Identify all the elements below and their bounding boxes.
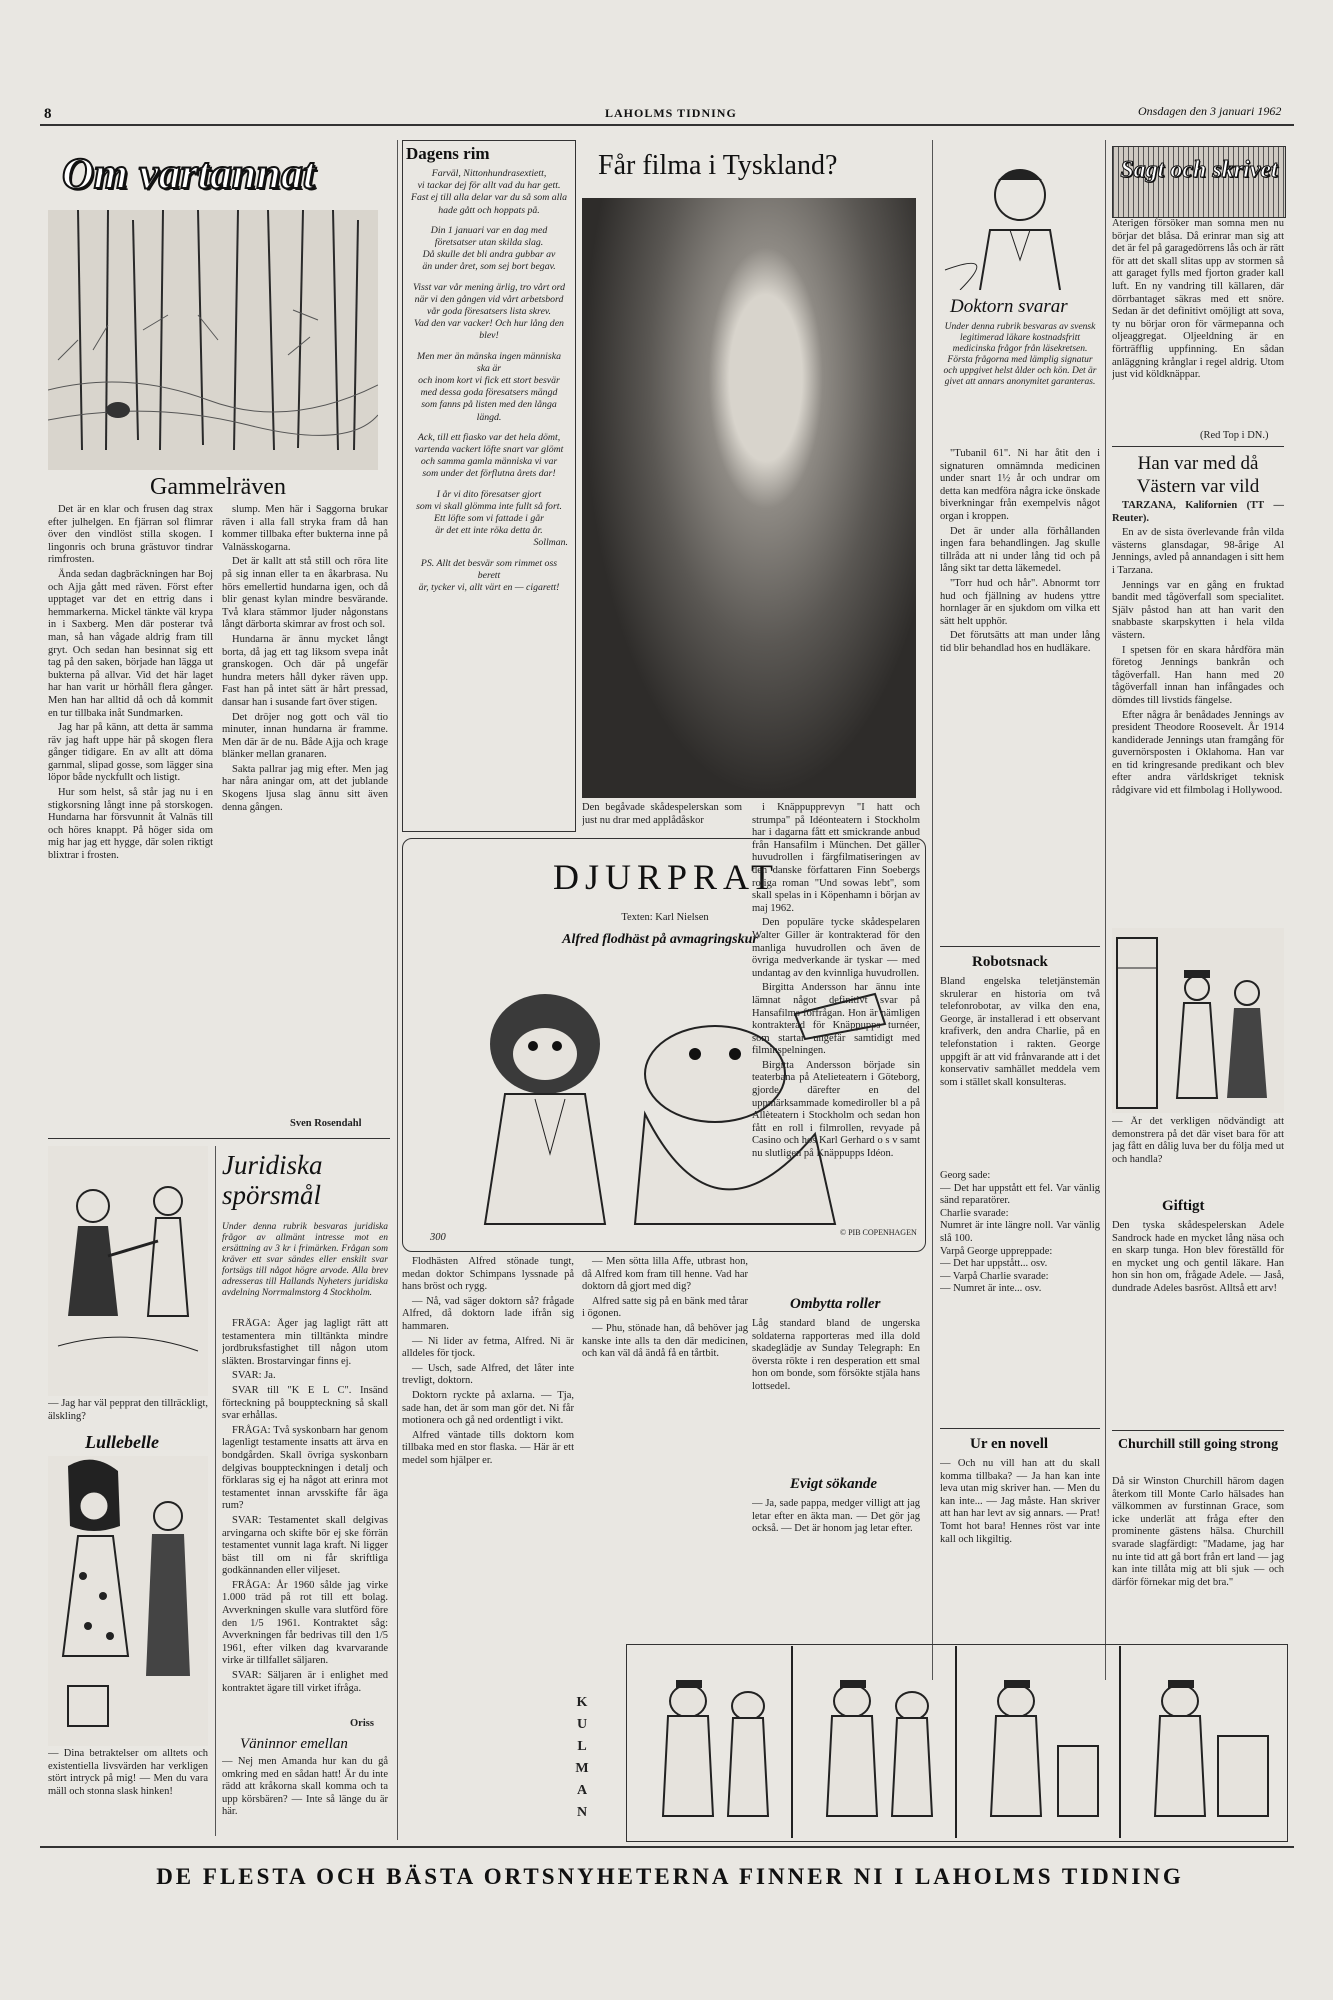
cartoon-couple-caption: — Är det verkligen nödvändigt att demonstrera på det där viset bara för att jag fått en dålig luva ber du följa med ut och handla?: [1112, 1116, 1284, 1165]
poem-line: I år vi dito föresatser gjort: [436, 488, 542, 500]
paragraph: Efter några år benådades Jennings av president Theodore Roosevelt. År 1914 kandiderade Jennings utan framgång för guvernörsposten i Oklahoma. Han var en tid kringresande predikant och blev efter andra världskriget teknisk rådgivare vid ett filmbolag i Hollywood.: [1112, 709, 1284, 797]
paragraph: Det är kallt att stå still och röra lite på sig innan eller ta en åkarbrasa. Nu hörs emellertid hundarna igen, och då blir genast kylan mindre besvärande. Två klara stämmor ljuder någonstans långt därborta skimrar av frost och sol.: [222, 556, 388, 631]
dagens-rim-poem: [410, 168, 568, 823]
poem-line: är det ett inte röka detta år.: [435, 525, 543, 537]
cartoon-couple: [1112, 928, 1284, 1113]
dialogue-line: — Varpå Charlie svarade:: [940, 1270, 1049, 1282]
paragraph: Jennings var en gång en fruktad bandit med tågöverfall som specialitet. Själv påstod han att han varit den snabbaste skarpskytten i hela vilda västern.: [1112, 579, 1284, 641]
paragraph: En av de sista överlevande från vilda västerns glansdagar, 98-årige Al Jennings, avled på annandagen i sitt hem i Tarzana.: [1112, 527, 1284, 576]
footer-rule: [40, 1846, 1294, 1848]
paragraph: Hundarna är ännu mycket långt borta, då jag ett tag liksom svepa inåt granskogen. Och där på ungefär hundra meters håll dyker räven upp. Fast han på intet sätt är hårt pressad, dansar han i susande fart över stigen.: [222, 633, 388, 708]
sagt-sign: (Red Top i DN.): [1200, 430, 1269, 441]
paragraph: — Men sötta lilla Affe, utbrast hon, då Alfred kom fram till henne. Vad har doktorn då gjort med dig?: [582, 1256, 748, 1293]
paragraph: Det är en klar och frusen dag strax efter julhelgen. En fjärran sol flimrar över den vindlöst stilla skogen. I lingonris och bruna grästuvor tindrar rimfrosten.: [48, 504, 213, 566]
vaster-title: Han var med då Västern var vild: [1136, 453, 1260, 497]
kulman-panels: [628, 1646, 1284, 1838]
poem-line: Fast ej till alla delar var du så som alla hade gått och hoppats på.: [411, 192, 567, 216]
paragraph: Hur som helst, så står jag nu i en stigkorsning långt inne på storskogen. Hundarna har försvunnit åt Valnäs till och höres knappt. På höger sida om mig har jag ett hygge, där solen riktigt blixtrar i frosten.: [48, 787, 213, 862]
evigt-body: — Ja, sade pappa, medger villigt att jag letar efter en äkta man. — Det gör jag också. — Det är honom jag letar efter.: [752, 1498, 920, 1535]
poem-line: Sollman.: [533, 537, 568, 549]
paragraph: i Knäppupprevyn "I hatt och strumpa" på Idéonteatern i Stockholm har i dagarna fått ett smickrande anbud från Hansafilm i München. Det gäller huvudrollen i färgfilmatiseringen av den danske författaren Finn Soebergs roliga roman "Und sowas lebt", som skall spelas in i Köpenhamn i början av maj 1962.: [752, 802, 920, 914]
paragraph: "Torr hud och hår". Abnormt torr hud och fjällning av hudens yttre hornlager är en sjukdom om vilka ett sätt helt upphör.: [940, 577, 1100, 627]
paragraph: Flodhästen Alfred stönade tungt, medan doktor Schimpans lyssnade på hans bröst och rygg.: [402, 1256, 574, 1293]
section-rule: [1112, 1430, 1284, 1431]
juridiska-body: [222, 1318, 388, 1718]
poem-line: Men mer än mänska ingen människa ska är: [417, 350, 561, 374]
kulman-letter: M: [575, 1761, 589, 1776]
robotsnack-body: Bland engelska teletjänstemän skrulerar en historia om två telefonrobotar, av vilka den ena, George, är installerad i ett observant krafiverk, den andra Charlie, på en telefonstation i rakten. George uppgift är att vid frånvarande att i det konservativ samhället meddela vem som i stället skall konsulteras.: [940, 976, 1100, 1088]
paragraph: — Phu, stönade han, då behöver jag kanske inte alls ta den där medicinen, och kan väl då ändå få en tårtbit.: [582, 1322, 748, 1360]
column-divider: [397, 140, 398, 1840]
djurprat-credit: © PIB COPENHAGEN: [840, 1228, 917, 1237]
djurprat-body-a: [402, 1256, 574, 1836]
vaster-body: [1112, 500, 1284, 920]
kulman-letter: U: [576, 1717, 588, 1732]
cartoon-lullebelle: [48, 1456, 208, 1746]
dialogue-line: — Det har uppstått ett fel. Var vänlig sänd reparatörer.: [940, 1182, 1100, 1207]
paragraph: FRÅGA: År 1960 sålde jag virke 1.000 träd på rot till ett bolag. Avverkningen skulle vara slutförd före den 1/5 1961. Kontraktet såg: Avverkningen får bedrivas till den 1/5 1961, efter vilken dag kvarvarande virke är tillfallet säljaren.: [222, 1579, 388, 1667]
dialogue-line: Georg sade:: [940, 1170, 991, 1181]
giftigt-body: Den tyska skådespelerskan Adele Sandrock hade en mycket lång näsa och en skarp tunga. Hon blev föreställd för en mycket ung och gentil läkare. Han hon sin hon om, frågade Adele. — Jaså, dundrade Adeles basröst. Alltså ett arv!: [1112, 1220, 1284, 1294]
poem-line: än under året, som sej bort begav.: [422, 261, 556, 273]
photo-caption: Den begåvade skådespelerskan som just nu drar med applådåskor: [582, 802, 742, 826]
doktorn-body: [940, 448, 1100, 948]
paragraph: "Tubanil 61". Ni har åtit den i signaturen omnämnda medicinen under snart 1½ år och undrar om detta kan medföra några icke önskade biverkningar från exempelvis något organ i kroppen.: [940, 448, 1100, 522]
header-rule: [40, 124, 1294, 126]
dagens-rim-title: Dagens rim: [406, 144, 490, 163]
gammelraven-body-a: [48, 504, 213, 1144]
kulman-letter: A: [576, 1783, 588, 1798]
dialogue-line: Numret är inte längre noll. Var vänlig slå 100.: [940, 1220, 1100, 1244]
paragraph: Alfred satte sig på en bänk med tårar i ögonen.: [582, 1295, 748, 1320]
poem-line: vår goda föresatsers lista skrev.: [427, 306, 551, 318]
section-rule: [1112, 446, 1284, 447]
poem-line: Ack, till ett fiasko var det hela dömt,: [417, 431, 561, 443]
dialogue-line: — Det har uppstått... osv.: [940, 1258, 1048, 1270]
poem-line: PS. Allt det besvär som rimmet oss berett: [420, 557, 558, 581]
vaninnor-body: — Nej men Amanda hur kan du gå omkring med en sådan hatt! Är du inte rädd att kråkorna skall komma och ta upp körsbären? — Inte så länge du är här.: [222, 1756, 388, 1818]
paragraph: FRÅGA: Två syskonbarn har genom lagenligt testamente insatts att ärva en bondgården. Skall övriga syskonbarn delgivas bouppteckningen i detalj och förklaras sig ej ha något att erinra mot testamentet innan arvsskifte får äga rum?: [222, 1424, 388, 1512]
section-rule: [940, 1428, 1100, 1429]
doktorn-intro: Under denna rubrik besvaras av svensk legitimerad läkare kostnadsfritt medicinska frågor från läsekretsen. Första frågorna med lämplig signatur och uppgivet helst ålder och kön. Det är givet att annars anonymitet garanteras.: [943, 322, 1097, 387]
paragraph: Ända sedan dagbräckningen har Boj och Ajja gått med räven. Först efter upptaget var det en ettrig dans i hemmarkerna. Mickel tänkte väl krypa in i Saxberg. Men där posterar två man, så han vågade aldrig fram till gryt. Och sedan han besinnat sig ett tag på den saken, började han lägga ut bukterna på allvar. Vid det här laget har han varit ur hörhåll flera gånger. Men han har alltid då och då kommit en tur tillbaka inåt Sundmarken.: [48, 568, 213, 719]
film-headline: Får filma i Tyskland?: [598, 150, 838, 181]
djurprat-subtitle: Alfred flodhäst på avmagringskur: [562, 932, 758, 947]
actress-photo: [582, 198, 916, 798]
poem-line: och samma gamla människa vi var: [420, 456, 558, 468]
kulman-letter: K: [576, 1695, 588, 1710]
kulman-title: [574, 1692, 590, 1824]
kulman-letter: N: [576, 1805, 588, 1820]
poem-line: Ett löfte som vi fattade i går: [434, 513, 544, 525]
djurprat-byline: Texten: Karl Nielsen: [621, 912, 709, 923]
column-divider: [1105, 140, 1106, 1680]
poem-line: Din 1 januari var en dag med företsatser utan skilda slag.: [430, 224, 548, 249]
section-rule: [940, 946, 1100, 947]
paragraph: Alfred väntade tills doktorn kom tillbaka med en stor flaska. — Här är ett medel som hjälper er.: [402, 1429, 574, 1466]
paragraph: SVAR: Säljaren är i enlighet med kontraktet ägare till virket ifråga.: [222, 1670, 388, 1694]
column-divider: [932, 140, 933, 1680]
paragraph: Sakta pallrar jag mig efter. Men jag har nåra aningar om, att det jublande Skogens ljusa slag ännu sitt även denna gången.: [222, 763, 388, 813]
paragraph: SVAR till "K E L C". Insänd förteckning på bouppteckning så skall svar erhållas.: [222, 1384, 388, 1422]
ombytta-body: Låg standard bland de ungerska soldaterna rapporteras med illa dold skadeglädje av Sunday Telegraph: En översta rökte i ren desperation ett smal hon om bonde, som försökte stjäla hans lottsedel.: [752, 1318, 920, 1392]
lullebelle-title: Lullebelle: [85, 1432, 159, 1452]
poem-line: Farväl, Nittonhundrasextiett,: [431, 168, 547, 179]
page-number: 8: [44, 106, 52, 122]
paragraph: Den populäre tycke skådespelaren Walter Giller är kontrakterad för den manliga huvudrollen och även de övriga medverkande är tyskar — med undantag av den kvinnliga huvudrollen.: [752, 917, 920, 979]
juridiska-intro: Under denna rubrik besvaras juridiska frågor av allmänt intresse mot en ersättning av 3 kr i frimärken. Frågan som kräver ett svar sändes eller enskilt svar fortsägs till något högre arvode. Alla brev adresseras till Hallands Nyheters juridiska avdelning Norrmalmstorg 4 Stockholm.: [222, 1222, 388, 1298]
djurprat-fig-number: 300: [430, 1232, 446, 1243]
poem-line: som fanns på listen med den långa längd.: [421, 399, 557, 423]
byline: Sven Rosendahl: [290, 1118, 362, 1129]
poem-line: med dessa goda föresatsers mängd: [420, 387, 558, 399]
juridiska-title: Juridiska spörsmål: [222, 1150, 323, 1210]
paper-name: LAHOLMS TIDNING: [605, 106, 737, 120]
poem-line: som vi skall glömma inte fullt så fort.: [416, 500, 562, 512]
novell-title: Ur en novell: [970, 1436, 1049, 1452]
novell-body: — Och nu vill han att du skall komma tillbaka? — Ja han kan inte leva utan mig skriver han. — Men du kan inte... — Jag måste. Han skriver att han har levt av sig annars. — Prat! Tomt hot bara! Hennes röst var inte kall och likgiltig.: [940, 1458, 1100, 1545]
dialogue-line: Varpå George uppreppade:: [940, 1245, 1053, 1257]
film-body-a: [752, 802, 920, 1177]
section-rule: [48, 1138, 390, 1139]
paragraph: TARZANA, Kalifornien (TT — Reuter).: [1112, 500, 1284, 524]
churchill-body: Då sir Winston Churchill härom dagen återkom till Monte Carlo hälsades han välkommen av furstinnan Grace, som icke underlät att fråga efter den prominente gästens hälsa. Churchill svarade slagfärdigt: "Madame, jag har nu inte tid att gå bort från ert land — jag kan inte tillåta mig att bli sjuk — och därför förnekar mig det bra.": [1112, 1476, 1284, 1588]
kulman-letter: L: [577, 1739, 587, 1754]
paragraph: I spetsen för en skara hårdföra män företog Jennings bankrån och tågöverfall. Han hann med 20 tågöverfall innan han infångades och dömdes till livstids fängelse.: [1112, 644, 1284, 706]
dialogue-line: Charlie svarade:: [940, 1207, 1009, 1219]
giftigt-title: Giftigt: [1162, 1198, 1205, 1214]
footer-slogan: DE FLESTA OCH BÄSTA ORTSNYHETERNA FINNER NI I LAHOLMS TIDNING: [156, 1864, 1184, 1889]
poem-line: är, tycker vi, allt värt en — cigarett!: [418, 582, 560, 594]
cartoon1-caption: — Jag har väl pepprat den tillräckligt, älskling?: [48, 1398, 208, 1422]
sagt-title: Sagt och skrivet: [1120, 157, 1278, 183]
gammelraven-body-b: [222, 504, 388, 1114]
poem-line: och inom kort vi fick ett stort besvär: [418, 375, 560, 387]
cartoon2-caption: — Dina betraktelser om alltets och existentiella livsvärden har verkligen stört intryck på mig! — Men du vara mäll och stonna slask hinken!: [48, 1748, 208, 1797]
paragraph: Birgitta Andersson började sin teaterbana på Atelieteatern i Göteborg, gjorde därefter en del uppmärksammade komediroller bl a på Allèteatern i Stockholm och sedan hon fått en roll i filmrollen, revyade på Casino och hos Karl Gerhard o s v samt nu slutligen på Knäppupps Idéon.: [752, 1059, 920, 1160]
evigt-title: Evigt sökande: [790, 1476, 878, 1492]
poem-line: vartenda vackert löfte snart var glömt: [414, 444, 564, 456]
issue-date: Onsdagen den 3 januari 1962: [1138, 104, 1282, 118]
poem-line: som under det förflutna årets dar!: [422, 468, 556, 480]
paragraph: Det är under alla förhållanden ingen fara behandlingen. Jag skulle tillråda att ni under lång tid och på lång sikt tar detta läkemedel.: [940, 525, 1100, 575]
gammelraven-headline: Gammelräven: [150, 474, 286, 500]
ombytta-title: Ombytta roller: [790, 1296, 881, 1312]
paragraph: Doktorn ryckte på axlarna. — Tja, sade han, det är som man gör det. Ni får motionera och gå ned ordentligt i vikt.: [402, 1389, 574, 1427]
churchill-title: Churchill still going strong: [1117, 1437, 1279, 1452]
poem-line: Visst var vår mening ärlig, tro vårt ord: [412, 281, 566, 293]
paragraph: SVAR: Testamentet skall delgivas arvingarna och skifte bör ej ske förrän testamentet vunnit laga kraft. Ni ligger bäst till om ni får skriftliga godkännanden eller viljeset.: [222, 1514, 388, 1577]
paragraph: FRÅGA: Äger jag lagligt rätt att testamentera min tilltänkta mindre jordbruksfastighet till någon utom släkten. Brostarvingar finns ej.: [222, 1318, 388, 1367]
sagt-body: Aterigen försöker man somna men nu börjar det blåsa. Då erinrar man sig att det är fel på garagedörrens lås och är rätt för att det skall slitas upp av stormen så att garaget fylls med fjorton grader kall luft. En ny vandring till källaren, där dörrbantaget säkras med ett snöre. Sedan är det definitivt omöjligt att sova, ty nu börjar oron för värmepanna och oljeaggregat. Oljeeldning är en förträfflig uppfinning. En sådan anläggning krånglar i regel aldrig. Utom just vid köldknäppar.: [1112, 218, 1284, 381]
column-divider: [215, 1146, 216, 1836]
paragraph: Det dröjer nog gott och väl tio minuter, innan hundarna är framme. Men där är de nu. Både Ajja och krage blänker mellan granaren.: [222, 711, 388, 761]
poem-line: Då skulle det bli andra gubbar av: [422, 249, 556, 261]
paragraph: SVAR: Ja.: [232, 1370, 276, 1382]
poem-line: Vad den var vacker! Och hur lång den blev!: [414, 318, 564, 342]
paragraph: — Nå, vad säger doktorn så? frågade Alfred, då doktorn lade ifrån sig hammaren.: [402, 1295, 574, 1332]
vaninnor-title: Väninnor emellan: [240, 1736, 348, 1752]
forest-illustration: [48, 210, 378, 470]
paragraph: slump. Men här i Saggorna brukar räven i alla fall stryka fram då han kommer tillbaka efter bukterna inne på Valnässkogarna.: [222, 504, 388, 553]
djurprat-title: DJURPRAT: [552, 857, 780, 897]
robotsnack-dialogue: [940, 1170, 1100, 1420]
om-vartannat-logo: Om vartannat: [62, 149, 316, 198]
doktorn-title: Doktorn svarar: [950, 296, 1068, 317]
paragraph: Det förutsätts att man under lång tid blir behandlad hos en hudläkare.: [940, 630, 1100, 654]
cartoon-hunter: [48, 1146, 208, 1396]
paragraph: — Ni lider av fetma, Alfred. Ni är alldeles för tjock.: [402, 1335, 574, 1360]
robotsnack-title: Robotsnack: [972, 954, 1048, 970]
paragraph: Jag har på känn, att detta är samma räv jag haft uppe här på skogen flera gånger tidigare. En av allt att döma garnmal, slipad gosse, som lägger sina löpor både nyckfullt och listigt.: [48, 722, 213, 784]
paragraph: Birgitta Andersson har ännu inte lämnat något definitivt svar på Hansafilms förfrågan. Hon är nämligen kontrakterad för Knäppupps turnéer, som startar ungefär samtidigt med filminspelningen.: [752, 982, 920, 1057]
dialogue-line: — Numret är inte... osv.: [940, 1283, 1042, 1295]
doctor-illustration: [940, 150, 1100, 290]
juridiska-sign: Oriss: [350, 1718, 374, 1729]
poem-line: när vi den gången vid vårt arbetsbord: [414, 293, 564, 305]
poem-line: vi tackar dej för allt vad du har gett.: [417, 180, 561, 192]
paragraph: — Usch, sade Alfred, det låter inte trevligt, doktorn.: [402, 1362, 574, 1387]
